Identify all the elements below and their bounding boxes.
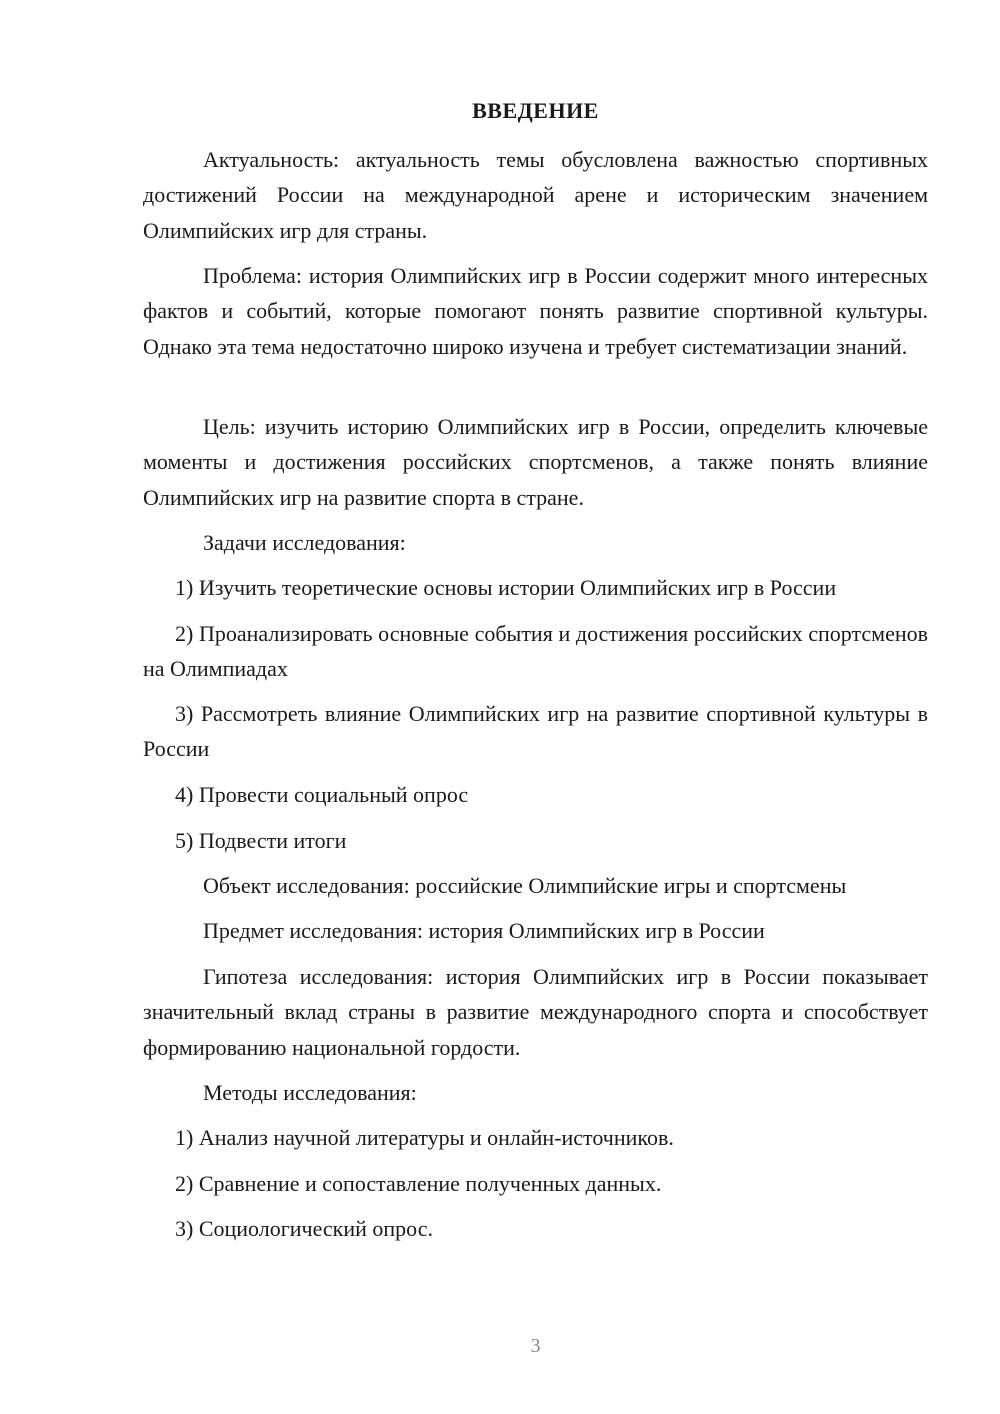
subject-paragraph: Предмет исследования: история Олимпийских игр в России [203, 918, 765, 943]
method-item-1: 1) Анализ научной литературы и онлайн-источников. [175, 1125, 674, 1150]
hypothesis-paragraph: Гипотеза исследования: история Олимпийских игр в России показывает значительный вклад страны в развитие международного спорта и способствует формированию национальной гордости. [143, 964, 928, 1060]
task-item-3: 3) Рассмотреть влияние Олимпийских игр на развитие спортивной культуры в России [143, 701, 928, 762]
document-page [143, 0, 928, 1414]
object-paragraph: Объект исследования: российские Олимпийские игры и спортсмены [203, 873, 847, 898]
tasks-title: Задачи исследования: [203, 530, 406, 555]
methods-title: Методы исследования: [203, 1080, 417, 1105]
task-item-2: 2) Проанализировать основные события и достижения российских спортсменов на Олимпиадах [143, 621, 928, 682]
task-item-5: 5) Подвести итоги [175, 828, 347, 853]
method-item-2: 2) Сравнение и сопоставление полученных данных. [175, 1171, 662, 1196]
section-heading: ВВЕДЕНИЕ [472, 98, 599, 123]
task-item-1: 1) Изучить теоретические основы истории Олимпийских игр в России [175, 575, 837, 600]
goal-paragraph: Цель: изучить историю Олимпийских игр в России, определить ключевые моменты и достижения российских спортсменов, а также понять влияние Олимпийских игр на развитие спорта в стране. [143, 414, 928, 510]
page-number: 3 [530, 1335, 541, 1357]
task-item-4: 4) Провести социальный опрос [175, 782, 469, 807]
relevance-paragraph: Актуальность: актуальность темы обусловлена важностью спортивных достижений России на международной арене и историческим значением Олимпийских игр для страны. [143, 147, 928, 243]
problem-paragraph: Проблема: история Олимпийских игр в России содержит много интересных фактов и событий, которые помогают понять развитие спортивной культуры. Однако эта тема недостаточно широко изучена и требует систематизации знаний. [143, 263, 928, 359]
method-item-3: 3) Социологический опрос. [175, 1216, 433, 1241]
